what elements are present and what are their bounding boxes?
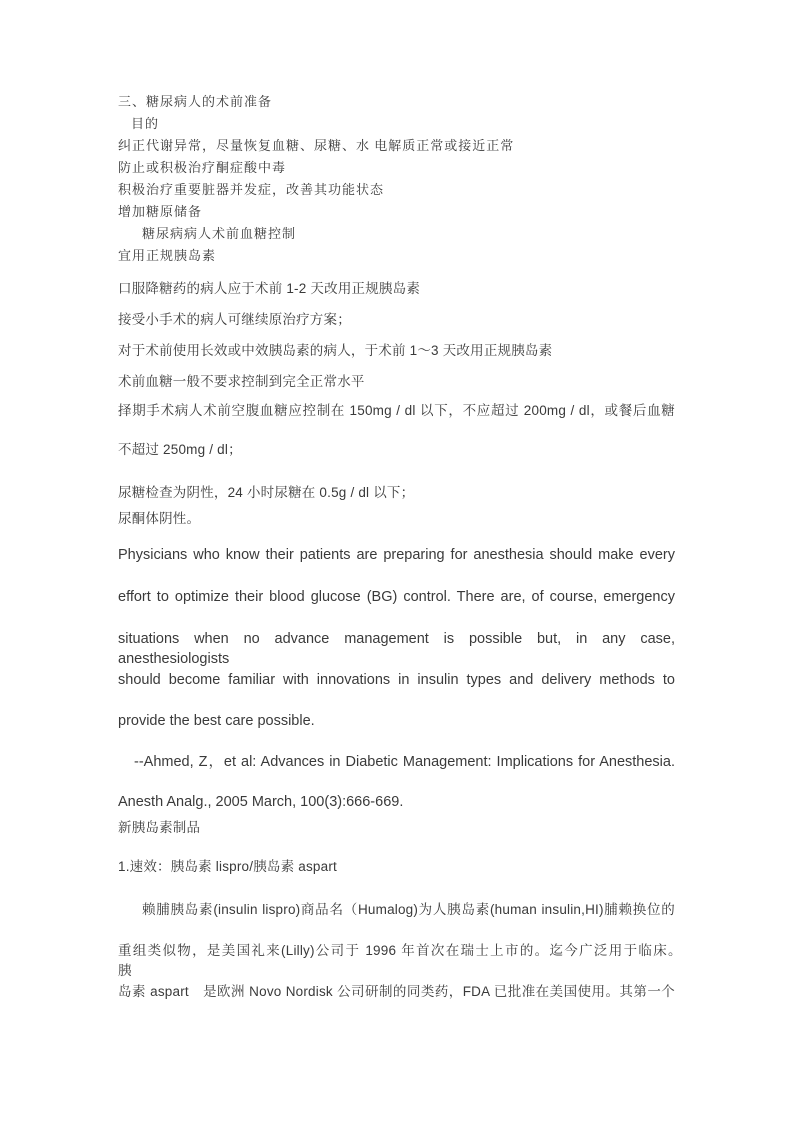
paragraph-line: 重组类似物，是美国礼来(Lilly)公司于 1996 年首次在瑞士上市的。迄今广泛用于临床。 胰 xyxy=(118,943,703,978)
citation-line: --Ahmed, Z，et al: Advances in Diabetic Management: Implications for Anesthesia. xyxy=(134,754,675,770)
paragraph-line: 岛素 aspart 是欧洲 Novo Nordisk 公司研制的同类药，FDA 已批准在美国使用。其第一个 xyxy=(118,984,675,999)
text-line: 尿糖检查为阴性，24 小时尿糖在 0.5g / dl 以下； xyxy=(118,485,415,500)
text-line: 纠正代谢异常，尽量恢复血糖、尿糖、水 电解质正常或接近正常 xyxy=(118,138,515,153)
section-heading-new-insulin: 新胰岛素制品 xyxy=(118,820,201,835)
english-paragraph-line: Physicians who know their patients are preparing for anesthesia should make every xyxy=(118,547,675,563)
text-line: 宜用正规胰岛素 xyxy=(118,248,217,263)
text-line: 积极治疗重要脏器并发症，改善其功能状态 xyxy=(118,182,385,197)
text-line: 术前血糖一般不要求控制到完全正常水平 xyxy=(118,374,365,389)
text-line: 接受小手术的病人可继续原治疗方案； xyxy=(118,312,351,327)
text-line: 防止或积极治疗酮症酸中毒 xyxy=(118,160,287,175)
english-paragraph-line: should become familiar with innovations in insulin types and delivery methods to xyxy=(118,672,675,688)
english-paragraph-line: situations when no advance management is possible but, in any case, anesthesiologists xyxy=(118,631,680,667)
subheading-glucose-control: 糖尿病病人术前血糖控制 xyxy=(142,226,297,241)
text-line: 对于术前使用长效或中效胰岛素的病人，于术前 1～3 天改用正规胰岛素 xyxy=(118,343,553,358)
document-content xyxy=(118,92,703,1023)
text-line: 不超过 250mg / dl； xyxy=(118,442,242,457)
paragraph-line: 赖脯胰岛素(insulin lispro)商品名（Humalog)为人胰岛素(human insulin,HI)脯赖换位的 xyxy=(142,902,675,917)
text-line: 择期手术病人术前空腹血糖应控制在 150mg / dl 以下，不应超过 200mg / dl，或餐后血糖 xyxy=(118,403,675,418)
list-item-rapid-acting: 1.速效：胰岛素 lispro/胰岛素 aspart xyxy=(118,859,337,874)
subheading-purpose: 目的 xyxy=(131,116,160,131)
text-line: 增加糖原储备 xyxy=(118,204,203,219)
text-line: 口服降糖药的病人应于术前 1-2 天改用正规胰岛素 xyxy=(118,281,421,296)
citation-line: Anesth Analg., 2005 March, 100(3):666-669. xyxy=(118,794,404,810)
english-paragraph-line: provide the best care possible. xyxy=(118,713,315,729)
english-paragraph-line: effort to optimize their blood glucose (BG) control. There are, of course, emergency xyxy=(118,589,675,605)
text-line: 尿酮体阴性。 xyxy=(118,511,201,526)
section-title: 三、糖尿病人的术前准备 xyxy=(118,94,273,109)
